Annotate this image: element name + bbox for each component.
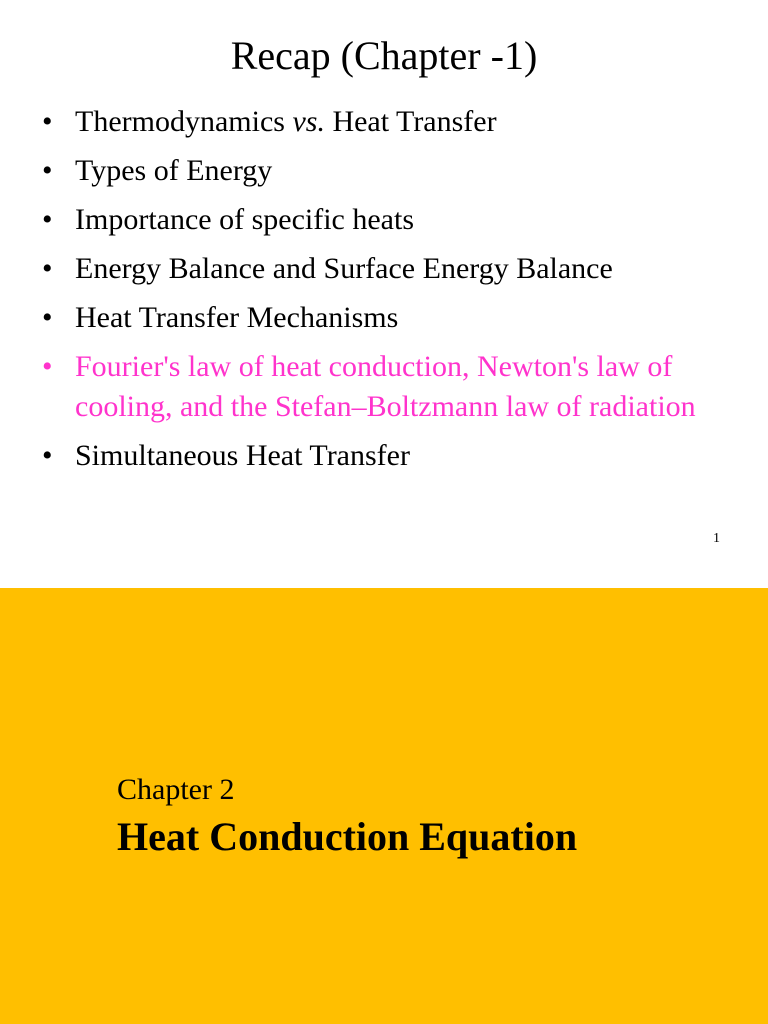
bullet-item-highlighted (42, 347, 732, 427)
chapter-title: Heat Conduction Equation (117, 814, 578, 859)
bullet-text: Fourier's law of heat conduction, Newton's law of cooling, and the Stefan–Boltzmann law of radiation (75, 350, 696, 423)
bullet-text-part: Heat Transfer (324, 105, 497, 138)
bullet-item (42, 151, 732, 191)
slide-title: Recap (Chapter -1) (230, 33, 538, 78)
bullet-item (42, 200, 732, 240)
bullet-emphasis: vs. (292, 105, 325, 138)
bullet-text: Simultaneous Heat Transfer (75, 439, 410, 472)
bullet-dot: • (42, 439, 53, 472)
bullet-item (42, 102, 732, 142)
bullet-dot: • (42, 154, 53, 187)
bullet-dot: • (42, 252, 53, 285)
bullet-text-part: Thermodynamics (75, 105, 293, 138)
bullet-list (42, 102, 732, 485)
bullet-text: Energy Balance and Surface Energy Balance (75, 252, 613, 285)
bullet-text: Heat Transfer Mechanisms (75, 301, 399, 334)
bullet-dot: • (42, 105, 53, 138)
bullet-item (42, 436, 732, 476)
bullet-dot: • (42, 203, 53, 236)
bullet-text: Types of Energy (75, 154, 273, 187)
chapter-label: Chapter 2 (117, 773, 235, 806)
bullet-text: Importance of specific heats (75, 203, 415, 236)
bullet-dot: • (42, 301, 53, 334)
bullet-item (42, 249, 732, 289)
bullet-dot: • (42, 350, 53, 383)
chapter-slide (0, 588, 768, 1024)
page-number: 1 (713, 531, 720, 546)
bullet-item (42, 298, 732, 338)
